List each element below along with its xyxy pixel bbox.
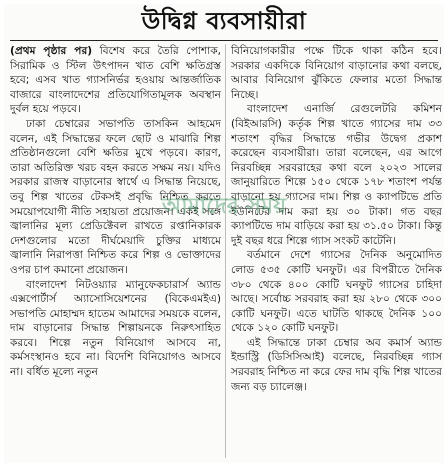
right-paragraph-3: বর্তমানে দেশে গ্যাসের দৈনিক অনুমোদিত লোড ৫৩৫ কোটি ঘনফুট। এর বিপরীতে দৈনিক ৩৮০ থেকে ৪০০ কোটি ঘনফুট গ্যাসের চাহিদা আছে। সর্বোচ্চ সরবরাহ করা হয় ২৮০ থেকে ৩০০ কোটি ঘনফুট। এতে ঘাটতি থাকছে দৈনিক ১০০ থেকে ১২০ কোটি ঘনফুট। xyxy=(231,249,442,335)
left-paragraph-2: ঢাকা চেম্বারের সভাপতি তাসকিন আহমেদ বলেন, এই সিদ্ধান্তের ফলে ছোট ও মাঝারি শিল্প প্রতিষ্ঠানগুলো বেশি ক্ষতির মুখে পড়বে। কারণ, তারা অতিরিক্ত খরচ বহন করতে সক্ষম নয়। যদিও সরকার রাজস্ব বাড়ানোর স্বার্থে এ সিদ্ধান্ত নিয়েছে, তবু শিল্প খাতের টেকসই প্রবৃদ্ধি নিশ্চিত করতে সময়োপযোগী নীতি সহায়তা প্রয়োজন। একই সঙ্গে জ্বালানির মূল্য প্রেডিক্টেবল রাখতে রপ্তানিকারক দেশগুলোর মতো দীর্ঘমেয়াদি চুক্তির মাধ্যমে জ্বালানি নিরাপত্তা নিশ্চিত করে শিল্প ও ভোক্তাদের ওপর চাপ কমানো প্রয়োজন। xyxy=(10,117,221,276)
newspaper-clipping xyxy=(4,4,444,463)
left-column xyxy=(10,44,221,463)
headline: উদ্বিগ্ন ব্যবসায়ীরা xyxy=(141,6,307,35)
right-column xyxy=(231,44,442,463)
right-paragraph-1: বিনিয়োগকারীর পক্ষে টিকে থাকা কঠিন হবে। সরকার একদিকে বিনিয়োগ বাড়ানোর কথা বলছে, আবার বিনিয়োগ ঝুঁকিতে ফেলার মতো সিদ্ধান্ত নিচ্ছে। xyxy=(231,45,442,101)
continuation-tag: (প্রথম পৃষ্ঠার পর) xyxy=(10,45,93,57)
right-paragraph-2: বাংলাদেশ এনার্জি রেগুলেটরি কমিশন (বিইআরসি) কর্তৃক শিল্প খাতে গ্যাসের দাম ৩৩ শতাংশ বৃদ্ধির সিদ্ধান্তে গভীর উদ্বেগ প্রকাশ করেছেন ব্যবসায়ীরা। তারা বলেছেন, এর আগে নিরবচ্ছিন্ন সরবরাহের কথা বলে ২০২৩ সালের জানুয়ারিতে শিল্পে ১৫০ থেকে ১৭৮ শতাংশ পর্যন্ত বাড়ানো হয় গ্যাসের দাম। শিল্প ও ক্যাপটিভে প্রতি ইউনিটের দাম করা হয় ৩০ টাকা। গত বছর ক্যাপটিভে দাম বাড়িয়ে করা হয় ৩১.৫০ টাকা। কিন্তু দুই বছর ধরে শিল্পে গ্যাস সংকট কাটেনি। xyxy=(231,103,442,247)
left-paragraph-3: বাংলাদেশ নিটওয়্যার ম্যানুফেকচারার্স অ্যান্ড এক্সপোর্টার্স অ্যাসোসিয়েশনের (বিকেএমইএ) সভাপতি মোহাম্মদ হাতেম আমাদের সময়কে বলেন, দাম বাড়ানোর সিদ্ধান্ত শিল্পায়নকে নিরুৎসাহিত করবে। শিল্পে নতুন বিনিয়োগ আসবে না, কর্মসংস্থানও হবে না। বিদেশি বিনিয়োগও আসবে না। বর্ধিত মূল্যে নতুন xyxy=(10,278,221,379)
headline-rule xyxy=(10,40,438,41)
column-divider xyxy=(225,44,226,458)
watermark-logo: আমাদের সময় xyxy=(161,194,287,219)
left-paragraph-1 xyxy=(10,44,221,117)
left-paragraph-1-text: বিশেষ করে তৈরি পোশাক, সিরামিক ও স্টিল উৎপাদন খাত বেশি ক্ষতিগ্রস্ত হবে; এসব খাত গ্যাসনির্ভর হওয়ায় আন্তর্জাতিক বাজারে বাংলাদেশের প্রতিযোগিতামূলক অবস্থান দুর্বল হয়ে পড়বে। xyxy=(10,45,221,116)
right-paragraph-4: এই সিদ্ধান্তে ঢাকা চেম্বার অব কমার্স অ্যান্ড ইন্ডাস্ট্রি (ডিসিসিআই) বলেছে, নিরবচ্ছিন্ন গ্যাস সরবরাহ নিশ্চিত না করে ফের দাম বৃদ্ধি শিল্প খাতের জন্য বড় চ্যালেঞ্জ। xyxy=(231,336,442,393)
